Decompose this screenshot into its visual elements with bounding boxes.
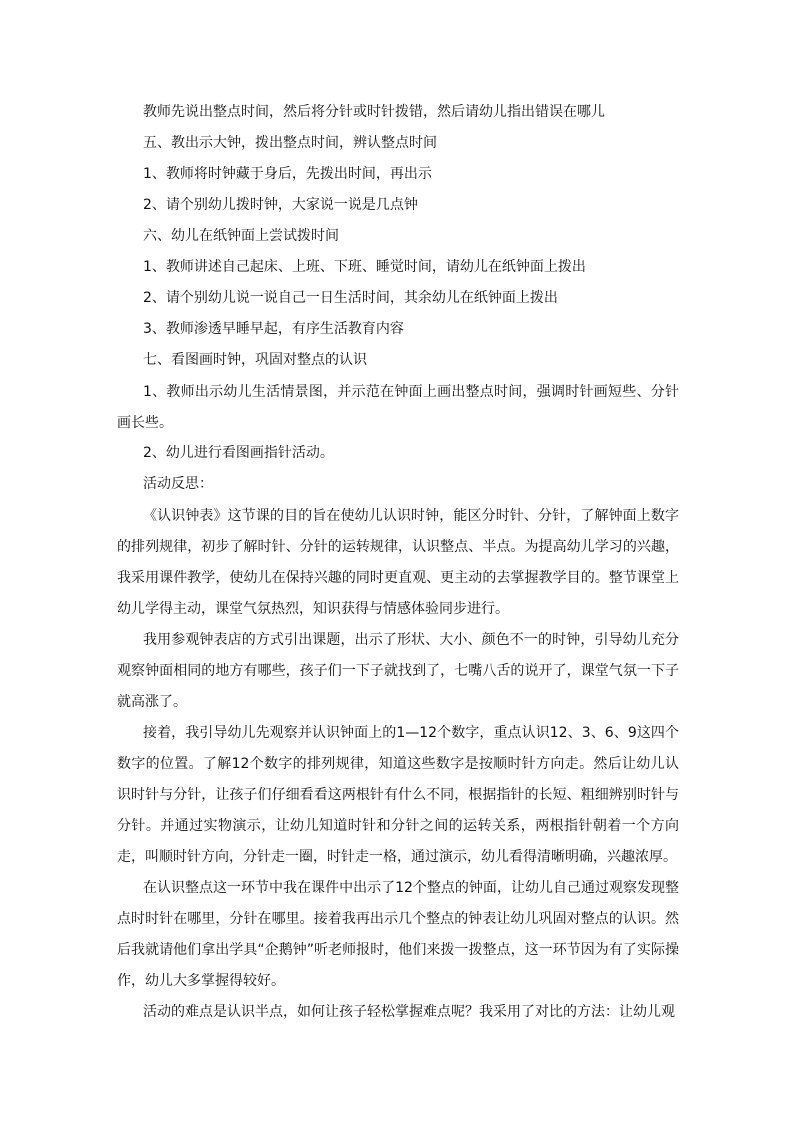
paragraph	[117, 377, 679, 439]
text-line: 1、教师将时钟藏于身后，先拨出时间，再出示	[143, 166, 432, 182]
paragraph-text: 《认识钟表》这节课的目的旨在使幼儿认识时钟，能区分时针、分针，了解钟面上数字的排列规律，初步了解时针、分针的运转规律，认识整点、半点。为提高幼儿学习的兴趣，我采用课件教学，使幼儿在保持兴趣的同时更直观、更主动的去掌握教学目的。整节课堂上幼儿学得主动，课堂气氛热烈，知识获得与情感体验同步进行。	[117, 508, 679, 617]
reflection-paragraph	[117, 718, 679, 873]
reflection-paragraph	[117, 873, 679, 997]
text-line: 2、请个别幼儿说一说自己一日生活时间，其余幼儿在纸钟面上拨出	[143, 290, 558, 306]
reflection-paragraph	[117, 997, 679, 1028]
section-heading: 活动反思：	[143, 476, 213, 492]
text-line: 2、幼儿进行看图画指针活动。	[143, 445, 334, 461]
text-line: 2、请个别幼儿拨时钟，大家说一说是几点钟	[143, 197, 418, 213]
paragraph-text: 1、教师出示幼儿生活情景图，并示范在钟面上画出整点时间，强调时针画短些、分针画长些。	[117, 384, 679, 431]
section-heading: 五、教出示大钟，拨出整点时间，辨认整点时间	[143, 135, 437, 151]
paragraph-text: 活动的难点是认识半点，如何让孩子轻松掌握难点呢？我采用了对比的方法：让幼儿观	[143, 1004, 675, 1020]
paragraph-text: 接着，我引导幼儿先观察并认识钟面上的1—12个数字，重点认识12、3、6、9这四个数字的位置。了解12个数字的排列规律，知道这些数字是按顺时针方向走。然后让幼儿认识时针与分针，让孩子们仔细看看这两根针有什么不同，根据指针的长短、粗细辨别时针与分针。并通过实物演示，让幼儿知道时针和分针之间的运转关系，两根指针朝着一个方向走，叫顺时针方向，分针走一圈，时针走一格，通过演示，幼儿看得清晰明确，兴趣浓厚。	[117, 725, 679, 865]
text-line: 教师先说出整点时间，然后将分针或时针拨错，然后请幼儿指出错误在哪儿	[143, 104, 605, 120]
text-line: 3、教师渗透早睡早起，有序生活教育内容	[143, 321, 404, 337]
section-heading: 七、看图画时钟，巩固对整点的认识	[143, 352, 367, 368]
reflection-paragraph	[117, 625, 679, 718]
paragraph-text: 在认识整点这一环节中我在课件中出示了12个整点的钟面，让幼儿自己通过观察发现整点时时针在哪里，分针在哪里。接着我再出示几个整点的钟表让幼儿巩固对整点的认识。然后我就请他们拿出学具“企鹅钟”听老师报时，他们来拨一拨整点，这一环节因为有了实际操作，幼儿大多掌握得较好。	[117, 880, 679, 989]
reflection-paragraph	[117, 501, 679, 625]
paragraph-text: 我用参观钟表店的方式引出课题，出示了形状、大小、颜色不一的时钟，引导幼儿充分观察钟面相同的地方有哪些，孩子们一下子就找到了，七嘴八舌的说开了，课堂气氛一下子就高涨了。	[117, 632, 679, 710]
text-line: 1、教师讲述自己起床、上班、下班、睡觉时间，请幼儿在纸钟面上拨出	[143, 259, 586, 275]
section-heading: 六、幼儿在纸钟面上尝试拨时间	[143, 228, 339, 244]
